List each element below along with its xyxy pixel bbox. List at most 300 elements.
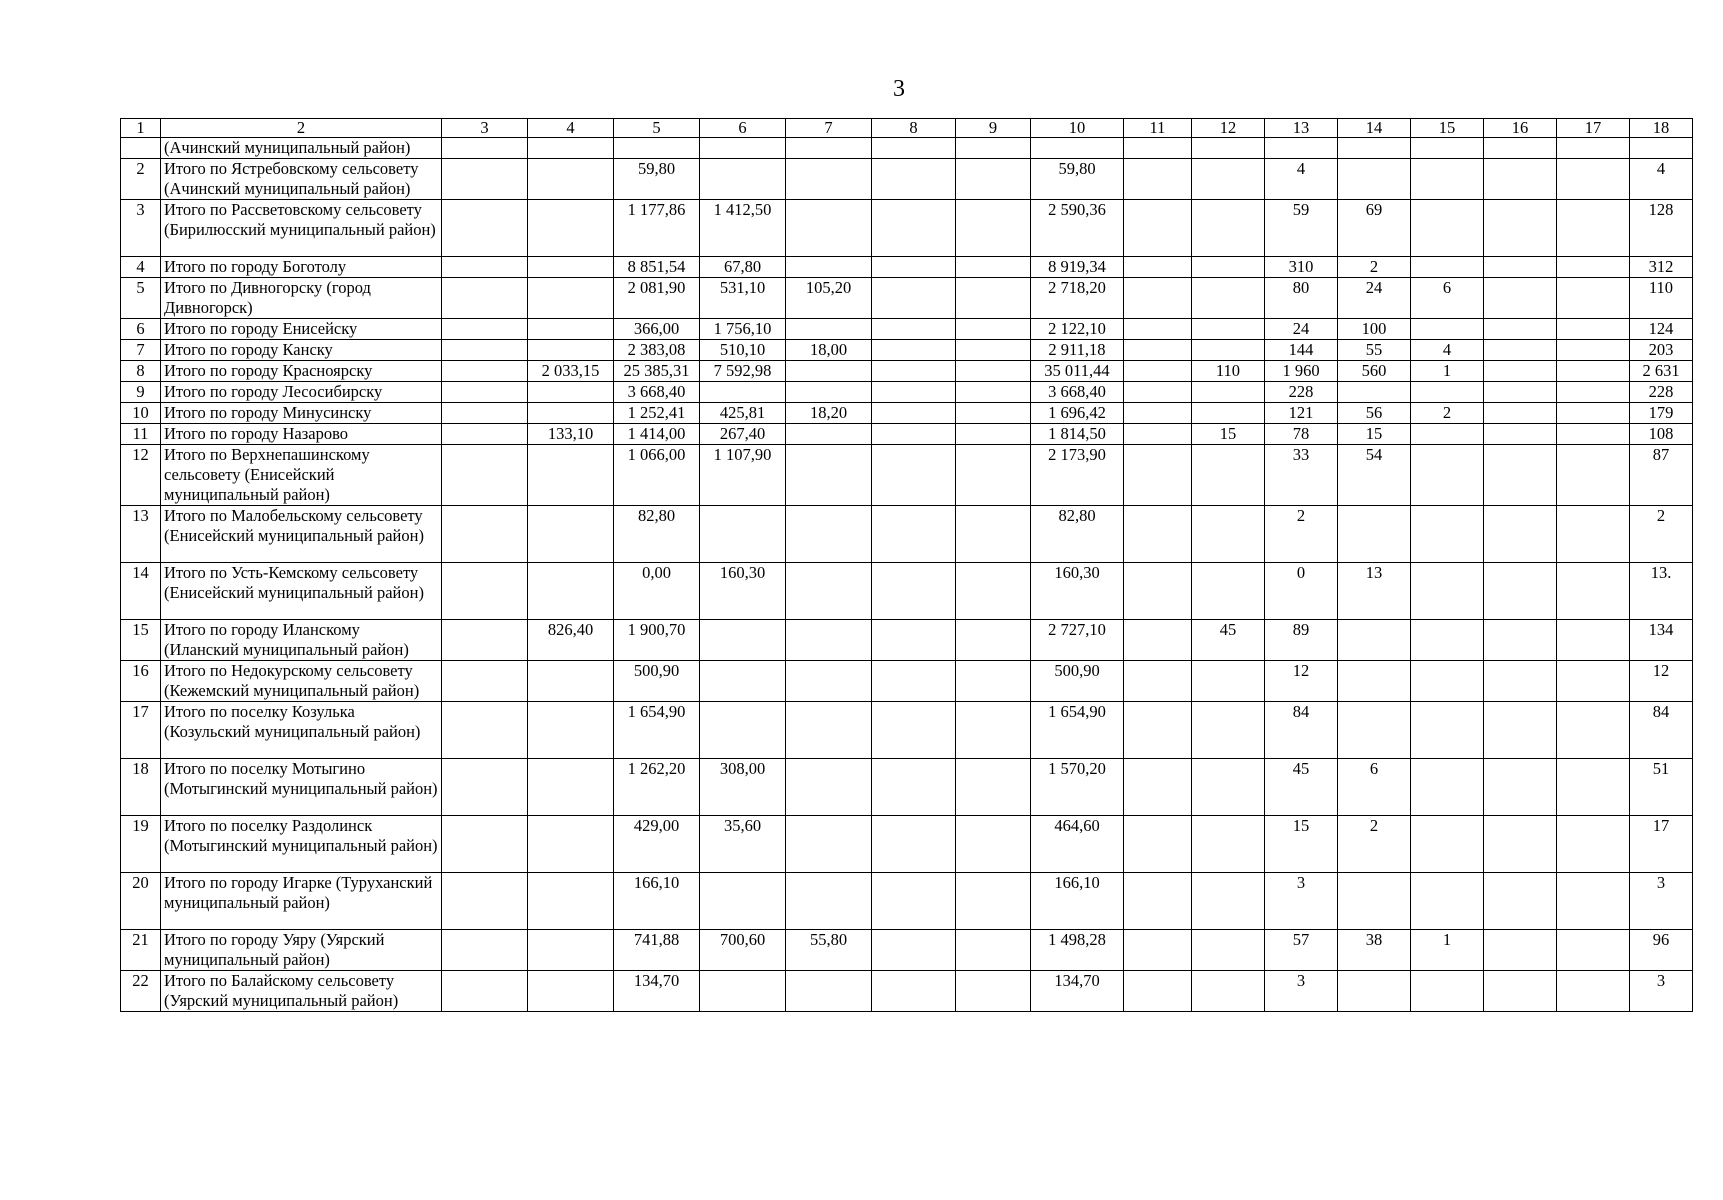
value-cell-col-9 — [956, 424, 1031, 445]
value-cell-col-17 — [1557, 506, 1630, 563]
row-number-cell: 18 — [121, 759, 161, 816]
value-cell-col-16 — [1484, 930, 1557, 971]
value-cell-col-18: 84 — [1630, 702, 1693, 759]
column-header-5: 5 — [614, 119, 700, 138]
row-number-cell: 7 — [121, 340, 161, 361]
value-cell-col-9 — [956, 506, 1031, 563]
value-cell-col-3 — [442, 424, 528, 445]
value-cell-col-4 — [528, 971, 614, 1012]
value-cell-col-6: 35,60 — [700, 816, 786, 873]
column-header-15: 15 — [1411, 119, 1484, 138]
row-number-cell: 17 — [121, 702, 161, 759]
table-row — [121, 563, 1693, 620]
value-cell-col-10: 1 814,50 — [1031, 424, 1124, 445]
value-cell-col-9 — [956, 661, 1031, 702]
value-cell-col-8 — [872, 661, 956, 702]
value-cell-col-10: 500,90 — [1031, 661, 1124, 702]
value-cell-col-18: 312 — [1630, 257, 1693, 278]
value-cell-col-8 — [872, 340, 956, 361]
value-cell-col-12 — [1192, 445, 1265, 506]
table-row — [121, 382, 1693, 403]
value-cell-col-11 — [1124, 930, 1192, 971]
value-cell-col-4 — [528, 138, 614, 159]
value-cell-col-3 — [442, 563, 528, 620]
value-cell-col-3 — [442, 702, 528, 759]
value-cell-col-13: 228 — [1265, 382, 1338, 403]
table-row — [121, 661, 1693, 702]
value-cell-col-13: 121 — [1265, 403, 1338, 424]
value-cell-col-8 — [872, 759, 956, 816]
value-cell-col-6 — [700, 138, 786, 159]
value-cell-col-3 — [442, 506, 528, 563]
column-header-11: 11 — [1124, 119, 1192, 138]
table-row — [121, 816, 1693, 873]
value-cell-col-7 — [786, 816, 872, 873]
value-cell-col-16 — [1484, 702, 1557, 759]
value-cell-col-9 — [956, 620, 1031, 661]
value-cell-col-15 — [1411, 382, 1484, 403]
value-cell-col-12 — [1192, 159, 1265, 200]
value-cell-col-9 — [956, 159, 1031, 200]
value-cell-col-11 — [1124, 200, 1192, 257]
column-header-10: 10 — [1031, 119, 1124, 138]
value-cell-col-14: 24 — [1338, 278, 1411, 319]
value-cell-col-10: 1 570,20 — [1031, 759, 1124, 816]
column-header-13: 13 — [1265, 119, 1338, 138]
value-cell-col-15 — [1411, 159, 1484, 200]
table-row — [121, 445, 1693, 506]
value-cell-col-11 — [1124, 340, 1192, 361]
table-row — [121, 424, 1693, 445]
table-row — [121, 200, 1693, 257]
value-cell-col-6 — [700, 702, 786, 759]
value-cell-col-14: 6 — [1338, 759, 1411, 816]
row-name-cell: Итого по городу Канску — [161, 340, 442, 361]
value-cell-col-16 — [1484, 340, 1557, 361]
value-cell-col-18 — [1630, 138, 1693, 159]
value-cell-col-3 — [442, 930, 528, 971]
row-name-cell: Итого по Усть-Кемскому сельсовету (Енисейский муниципальный район) — [161, 563, 442, 620]
value-cell-col-16 — [1484, 403, 1557, 424]
value-cell-col-17 — [1557, 661, 1630, 702]
value-cell-col-15 — [1411, 138, 1484, 159]
column-header-18: 18 — [1630, 119, 1693, 138]
value-cell-col-8 — [872, 159, 956, 200]
value-cell-col-10: 2 173,90 — [1031, 445, 1124, 506]
column-header-16: 16 — [1484, 119, 1557, 138]
value-cell-col-8 — [872, 971, 956, 1012]
value-cell-col-17 — [1557, 278, 1630, 319]
value-cell-col-11 — [1124, 506, 1192, 563]
value-cell-col-17 — [1557, 403, 1630, 424]
value-cell-col-16 — [1484, 445, 1557, 506]
value-cell-col-11 — [1124, 138, 1192, 159]
value-cell-col-8 — [872, 200, 956, 257]
value-cell-col-14: 38 — [1338, 930, 1411, 971]
value-cell-col-7 — [786, 873, 872, 930]
value-cell-col-6: 267,40 — [700, 424, 786, 445]
value-cell-col-15 — [1411, 873, 1484, 930]
value-cell-col-3 — [442, 445, 528, 506]
value-cell-col-13: 59 — [1265, 200, 1338, 257]
value-cell-col-5: 3 668,40 — [614, 382, 700, 403]
value-cell-col-14 — [1338, 159, 1411, 200]
value-cell-col-6 — [700, 620, 786, 661]
column-header-14: 14 — [1338, 119, 1411, 138]
table-header — [121, 119, 1693, 138]
row-number-cell: 21 — [121, 930, 161, 971]
value-cell-col-18: 51 — [1630, 759, 1693, 816]
value-cell-col-18: 179 — [1630, 403, 1693, 424]
row-number-cell: 2 — [121, 159, 161, 200]
value-cell-col-6: 531,10 — [700, 278, 786, 319]
value-cell-col-10: 1 654,90 — [1031, 702, 1124, 759]
value-cell-col-8 — [872, 873, 956, 930]
value-cell-col-4 — [528, 873, 614, 930]
value-cell-col-18: 128 — [1630, 200, 1693, 257]
value-cell-col-8 — [872, 816, 956, 873]
value-cell-col-13: 310 — [1265, 257, 1338, 278]
value-cell-col-18: 134 — [1630, 620, 1693, 661]
value-cell-col-14: 2 — [1338, 816, 1411, 873]
value-cell-col-16 — [1484, 257, 1557, 278]
value-cell-col-9 — [956, 930, 1031, 971]
value-cell-col-18: 3 — [1630, 873, 1693, 930]
value-cell-col-7 — [786, 971, 872, 1012]
value-cell-col-12 — [1192, 506, 1265, 563]
value-cell-col-4: 133,10 — [528, 424, 614, 445]
value-cell-col-15: 4 — [1411, 340, 1484, 361]
table-row — [121, 257, 1693, 278]
value-cell-col-12 — [1192, 759, 1265, 816]
value-cell-col-7 — [786, 759, 872, 816]
value-cell-col-17 — [1557, 382, 1630, 403]
row-name-cell: Итого по Ястребовскому сельсовету (Ачинский муниципальный район) — [161, 159, 442, 200]
column-header-3: 3 — [442, 119, 528, 138]
row-number-cell: 9 — [121, 382, 161, 403]
value-cell-col-7 — [786, 424, 872, 445]
value-cell-col-8 — [872, 257, 956, 278]
value-cell-col-6 — [700, 382, 786, 403]
row-number-cell: 3 — [121, 200, 161, 257]
value-cell-col-13: 12 — [1265, 661, 1338, 702]
value-cell-col-8 — [872, 702, 956, 759]
value-cell-col-9 — [956, 873, 1031, 930]
value-cell-col-10: 59,80 — [1031, 159, 1124, 200]
table-row — [121, 361, 1693, 382]
value-cell-col-7 — [786, 661, 872, 702]
row-number-cell: 19 — [121, 816, 161, 873]
value-cell-col-17 — [1557, 424, 1630, 445]
value-cell-col-10: 2 590,36 — [1031, 200, 1124, 257]
table-row — [121, 278, 1693, 319]
value-cell-col-7: 105,20 — [786, 278, 872, 319]
value-cell-col-17 — [1557, 873, 1630, 930]
value-cell-col-6 — [700, 661, 786, 702]
value-cell-col-9 — [956, 257, 1031, 278]
value-cell-col-5: 1 177,86 — [614, 200, 700, 257]
value-cell-col-6: 7 592,98 — [700, 361, 786, 382]
value-cell-col-13 — [1265, 138, 1338, 159]
value-cell-col-11 — [1124, 702, 1192, 759]
value-cell-col-12 — [1192, 563, 1265, 620]
value-cell-col-4 — [528, 382, 614, 403]
value-cell-col-10 — [1031, 138, 1124, 159]
value-cell-col-4 — [528, 319, 614, 340]
value-cell-col-4 — [528, 445, 614, 506]
value-cell-col-13: 2 — [1265, 506, 1338, 563]
value-cell-col-5: 1 262,20 — [614, 759, 700, 816]
value-cell-col-17 — [1557, 257, 1630, 278]
value-cell-col-3 — [442, 661, 528, 702]
value-cell-col-18: 110 — [1630, 278, 1693, 319]
value-cell-col-18: 4 — [1630, 159, 1693, 200]
value-cell-col-17 — [1557, 159, 1630, 200]
value-cell-col-6: 425,81 — [700, 403, 786, 424]
row-number-cell: 13 — [121, 506, 161, 563]
value-cell-col-17 — [1557, 816, 1630, 873]
value-cell-col-17 — [1557, 563, 1630, 620]
value-cell-col-12: 110 — [1192, 361, 1265, 382]
value-cell-col-9 — [956, 382, 1031, 403]
value-cell-col-4 — [528, 159, 614, 200]
value-cell-col-11 — [1124, 661, 1192, 702]
value-cell-col-4 — [528, 257, 614, 278]
value-cell-col-15: 1 — [1411, 930, 1484, 971]
value-cell-col-3 — [442, 159, 528, 200]
value-cell-col-7 — [786, 382, 872, 403]
value-cell-col-8 — [872, 382, 956, 403]
value-cell-col-7 — [786, 138, 872, 159]
value-cell-col-16 — [1484, 382, 1557, 403]
value-cell-col-10: 8 919,34 — [1031, 257, 1124, 278]
page-number: 3 — [893, 76, 905, 102]
value-cell-col-9 — [956, 138, 1031, 159]
value-cell-col-7 — [786, 620, 872, 661]
value-cell-col-16 — [1484, 661, 1557, 702]
value-cell-col-16 — [1484, 816, 1557, 873]
value-cell-col-12: 15 — [1192, 424, 1265, 445]
value-cell-col-16 — [1484, 361, 1557, 382]
row-name-cell: Итого по городу Игарке (Туруханский муниципальный район) — [161, 873, 442, 930]
value-cell-col-4: 826,40 — [528, 620, 614, 661]
value-cell-col-3 — [442, 403, 528, 424]
value-cell-col-18: 2 — [1630, 506, 1693, 563]
row-number-cell: 6 — [121, 319, 161, 340]
row-name-cell: Итого по городу Красноярску — [161, 361, 442, 382]
value-cell-col-13: 1 960 — [1265, 361, 1338, 382]
column-header-17: 17 — [1557, 119, 1630, 138]
value-cell-col-9 — [956, 403, 1031, 424]
value-cell-col-15 — [1411, 445, 1484, 506]
value-cell-col-11 — [1124, 403, 1192, 424]
value-cell-col-14: 13 — [1338, 563, 1411, 620]
value-cell-col-14: 56 — [1338, 403, 1411, 424]
value-cell-col-4 — [528, 661, 614, 702]
row-name-cell: Итого по городу Лесосибирску — [161, 382, 442, 403]
table-row — [121, 873, 1693, 930]
value-cell-col-8 — [872, 361, 956, 382]
value-cell-col-14: 560 — [1338, 361, 1411, 382]
value-cell-col-4: 2 033,15 — [528, 361, 614, 382]
value-cell-col-3 — [442, 816, 528, 873]
value-cell-col-13: 33 — [1265, 445, 1338, 506]
value-cell-col-10: 1 498,28 — [1031, 930, 1124, 971]
value-cell-col-5: 1 252,41 — [614, 403, 700, 424]
value-cell-col-16 — [1484, 319, 1557, 340]
value-cell-col-6 — [700, 159, 786, 200]
row-name-cell: Итого по поселку Козулька (Козульский муниципальный район) — [161, 702, 442, 759]
column-header-4: 4 — [528, 119, 614, 138]
row-name-cell: Итого по городу Боготолу — [161, 257, 442, 278]
value-cell-col-15 — [1411, 816, 1484, 873]
column-header-8: 8 — [872, 119, 956, 138]
row-number-cell: 10 — [121, 403, 161, 424]
table-row — [121, 506, 1693, 563]
row-name-cell: Итого по Верхнепашинскому сельсовету (Енисейский муниципальный район) — [161, 445, 442, 506]
value-cell-col-18: 87 — [1630, 445, 1693, 506]
value-cell-col-17 — [1557, 200, 1630, 257]
value-cell-col-11 — [1124, 563, 1192, 620]
value-cell-col-15: 2 — [1411, 403, 1484, 424]
row-number-cell: 5 — [121, 278, 161, 319]
value-cell-col-17 — [1557, 138, 1630, 159]
value-cell-col-4 — [528, 816, 614, 873]
value-cell-col-12 — [1192, 816, 1265, 873]
value-cell-col-15 — [1411, 702, 1484, 759]
row-name-cell: Итого по городу Иланскому (Иланский муниципальный район) — [161, 620, 442, 661]
value-cell-col-17 — [1557, 340, 1630, 361]
value-cell-col-9 — [956, 759, 1031, 816]
value-cell-col-11 — [1124, 424, 1192, 445]
value-cell-col-6 — [700, 506, 786, 563]
value-cell-col-11 — [1124, 445, 1192, 506]
value-cell-col-8 — [872, 138, 956, 159]
value-cell-col-11 — [1124, 873, 1192, 930]
value-cell-col-15 — [1411, 319, 1484, 340]
value-cell-col-14 — [1338, 138, 1411, 159]
row-number-cell: 14 — [121, 563, 161, 620]
value-cell-col-5: 500,90 — [614, 661, 700, 702]
value-cell-col-11 — [1124, 620, 1192, 661]
value-cell-col-4 — [528, 930, 614, 971]
value-cell-col-12 — [1192, 403, 1265, 424]
column-header-1: 1 — [121, 119, 161, 138]
value-cell-col-6: 1 107,90 — [700, 445, 786, 506]
value-cell-col-7 — [786, 445, 872, 506]
value-cell-col-9 — [956, 200, 1031, 257]
table-row — [121, 340, 1693, 361]
value-cell-col-8 — [872, 278, 956, 319]
value-cell-col-13: 84 — [1265, 702, 1338, 759]
value-cell-col-14 — [1338, 506, 1411, 563]
value-cell-col-16 — [1484, 200, 1557, 257]
table-row — [121, 702, 1693, 759]
value-cell-col-14: 100 — [1338, 319, 1411, 340]
value-cell-col-8 — [872, 319, 956, 340]
value-cell-col-11 — [1124, 759, 1192, 816]
value-cell-col-12 — [1192, 257, 1265, 278]
value-cell-col-6: 308,00 — [700, 759, 786, 816]
value-cell-col-4 — [528, 563, 614, 620]
value-cell-col-13: 24 — [1265, 319, 1338, 340]
value-cell-col-18: 124 — [1630, 319, 1693, 340]
value-cell-col-14 — [1338, 873, 1411, 930]
value-cell-col-17 — [1557, 930, 1630, 971]
header-row — [121, 119, 1693, 138]
value-cell-col-7 — [786, 257, 872, 278]
row-number-cell: 8 — [121, 361, 161, 382]
value-cell-col-10: 2 122,10 — [1031, 319, 1124, 340]
column-header-7: 7 — [786, 119, 872, 138]
value-cell-col-17 — [1557, 702, 1630, 759]
value-cell-col-15 — [1411, 971, 1484, 1012]
value-cell-col-4 — [528, 403, 614, 424]
table-row — [121, 319, 1693, 340]
value-cell-col-5: 429,00 — [614, 816, 700, 873]
value-cell-col-10: 2 718,20 — [1031, 278, 1124, 319]
value-cell-col-7 — [786, 702, 872, 759]
value-cell-col-17 — [1557, 361, 1630, 382]
value-cell-col-9 — [956, 816, 1031, 873]
row-name-cell: Итого по поселку Мотыгино (Мотыгинский муниципальный район) — [161, 759, 442, 816]
value-cell-col-15 — [1411, 620, 1484, 661]
value-cell-col-17 — [1557, 971, 1630, 1012]
value-cell-col-4 — [528, 278, 614, 319]
value-cell-col-13: 0 — [1265, 563, 1338, 620]
value-cell-col-13: 3 — [1265, 971, 1338, 1012]
row-number-cell: 16 — [121, 661, 161, 702]
value-cell-col-12 — [1192, 873, 1265, 930]
value-cell-col-3 — [442, 620, 528, 661]
value-cell-col-16 — [1484, 873, 1557, 930]
value-cell-col-12 — [1192, 702, 1265, 759]
value-cell-col-18: 96 — [1630, 930, 1693, 971]
value-cell-col-15 — [1411, 200, 1484, 257]
value-cell-col-8 — [872, 424, 956, 445]
value-cell-col-17 — [1557, 319, 1630, 340]
value-cell-col-16 — [1484, 506, 1557, 563]
value-cell-col-6: 67,80 — [700, 257, 786, 278]
value-cell-col-10: 166,10 — [1031, 873, 1124, 930]
value-cell-col-10: 3 668,40 — [1031, 382, 1124, 403]
value-cell-col-16 — [1484, 759, 1557, 816]
value-cell-col-15: 1 — [1411, 361, 1484, 382]
value-cell-col-4 — [528, 759, 614, 816]
row-number-cell: 22 — [121, 971, 161, 1012]
value-cell-col-17 — [1557, 445, 1630, 506]
value-cell-col-18: 17 — [1630, 816, 1693, 873]
column-header-2: 2 — [161, 119, 442, 138]
row-number-cell — [121, 138, 161, 159]
value-cell-col-5: 25 385,31 — [614, 361, 700, 382]
value-cell-col-14 — [1338, 702, 1411, 759]
value-cell-col-12 — [1192, 382, 1265, 403]
value-cell-col-9 — [956, 445, 1031, 506]
value-cell-col-5: 366,00 — [614, 319, 700, 340]
value-cell-col-18: 2 631 — [1630, 361, 1693, 382]
value-cell-col-13: 15 — [1265, 816, 1338, 873]
value-cell-col-9 — [956, 702, 1031, 759]
value-cell-col-13: 80 — [1265, 278, 1338, 319]
value-cell-col-18: 12 — [1630, 661, 1693, 702]
table-row — [121, 930, 1693, 971]
row-number-cell: 4 — [121, 257, 161, 278]
table-body — [121, 138, 1693, 1012]
value-cell-col-13: 144 — [1265, 340, 1338, 361]
value-cell-col-15 — [1411, 506, 1484, 563]
column-header-6: 6 — [700, 119, 786, 138]
